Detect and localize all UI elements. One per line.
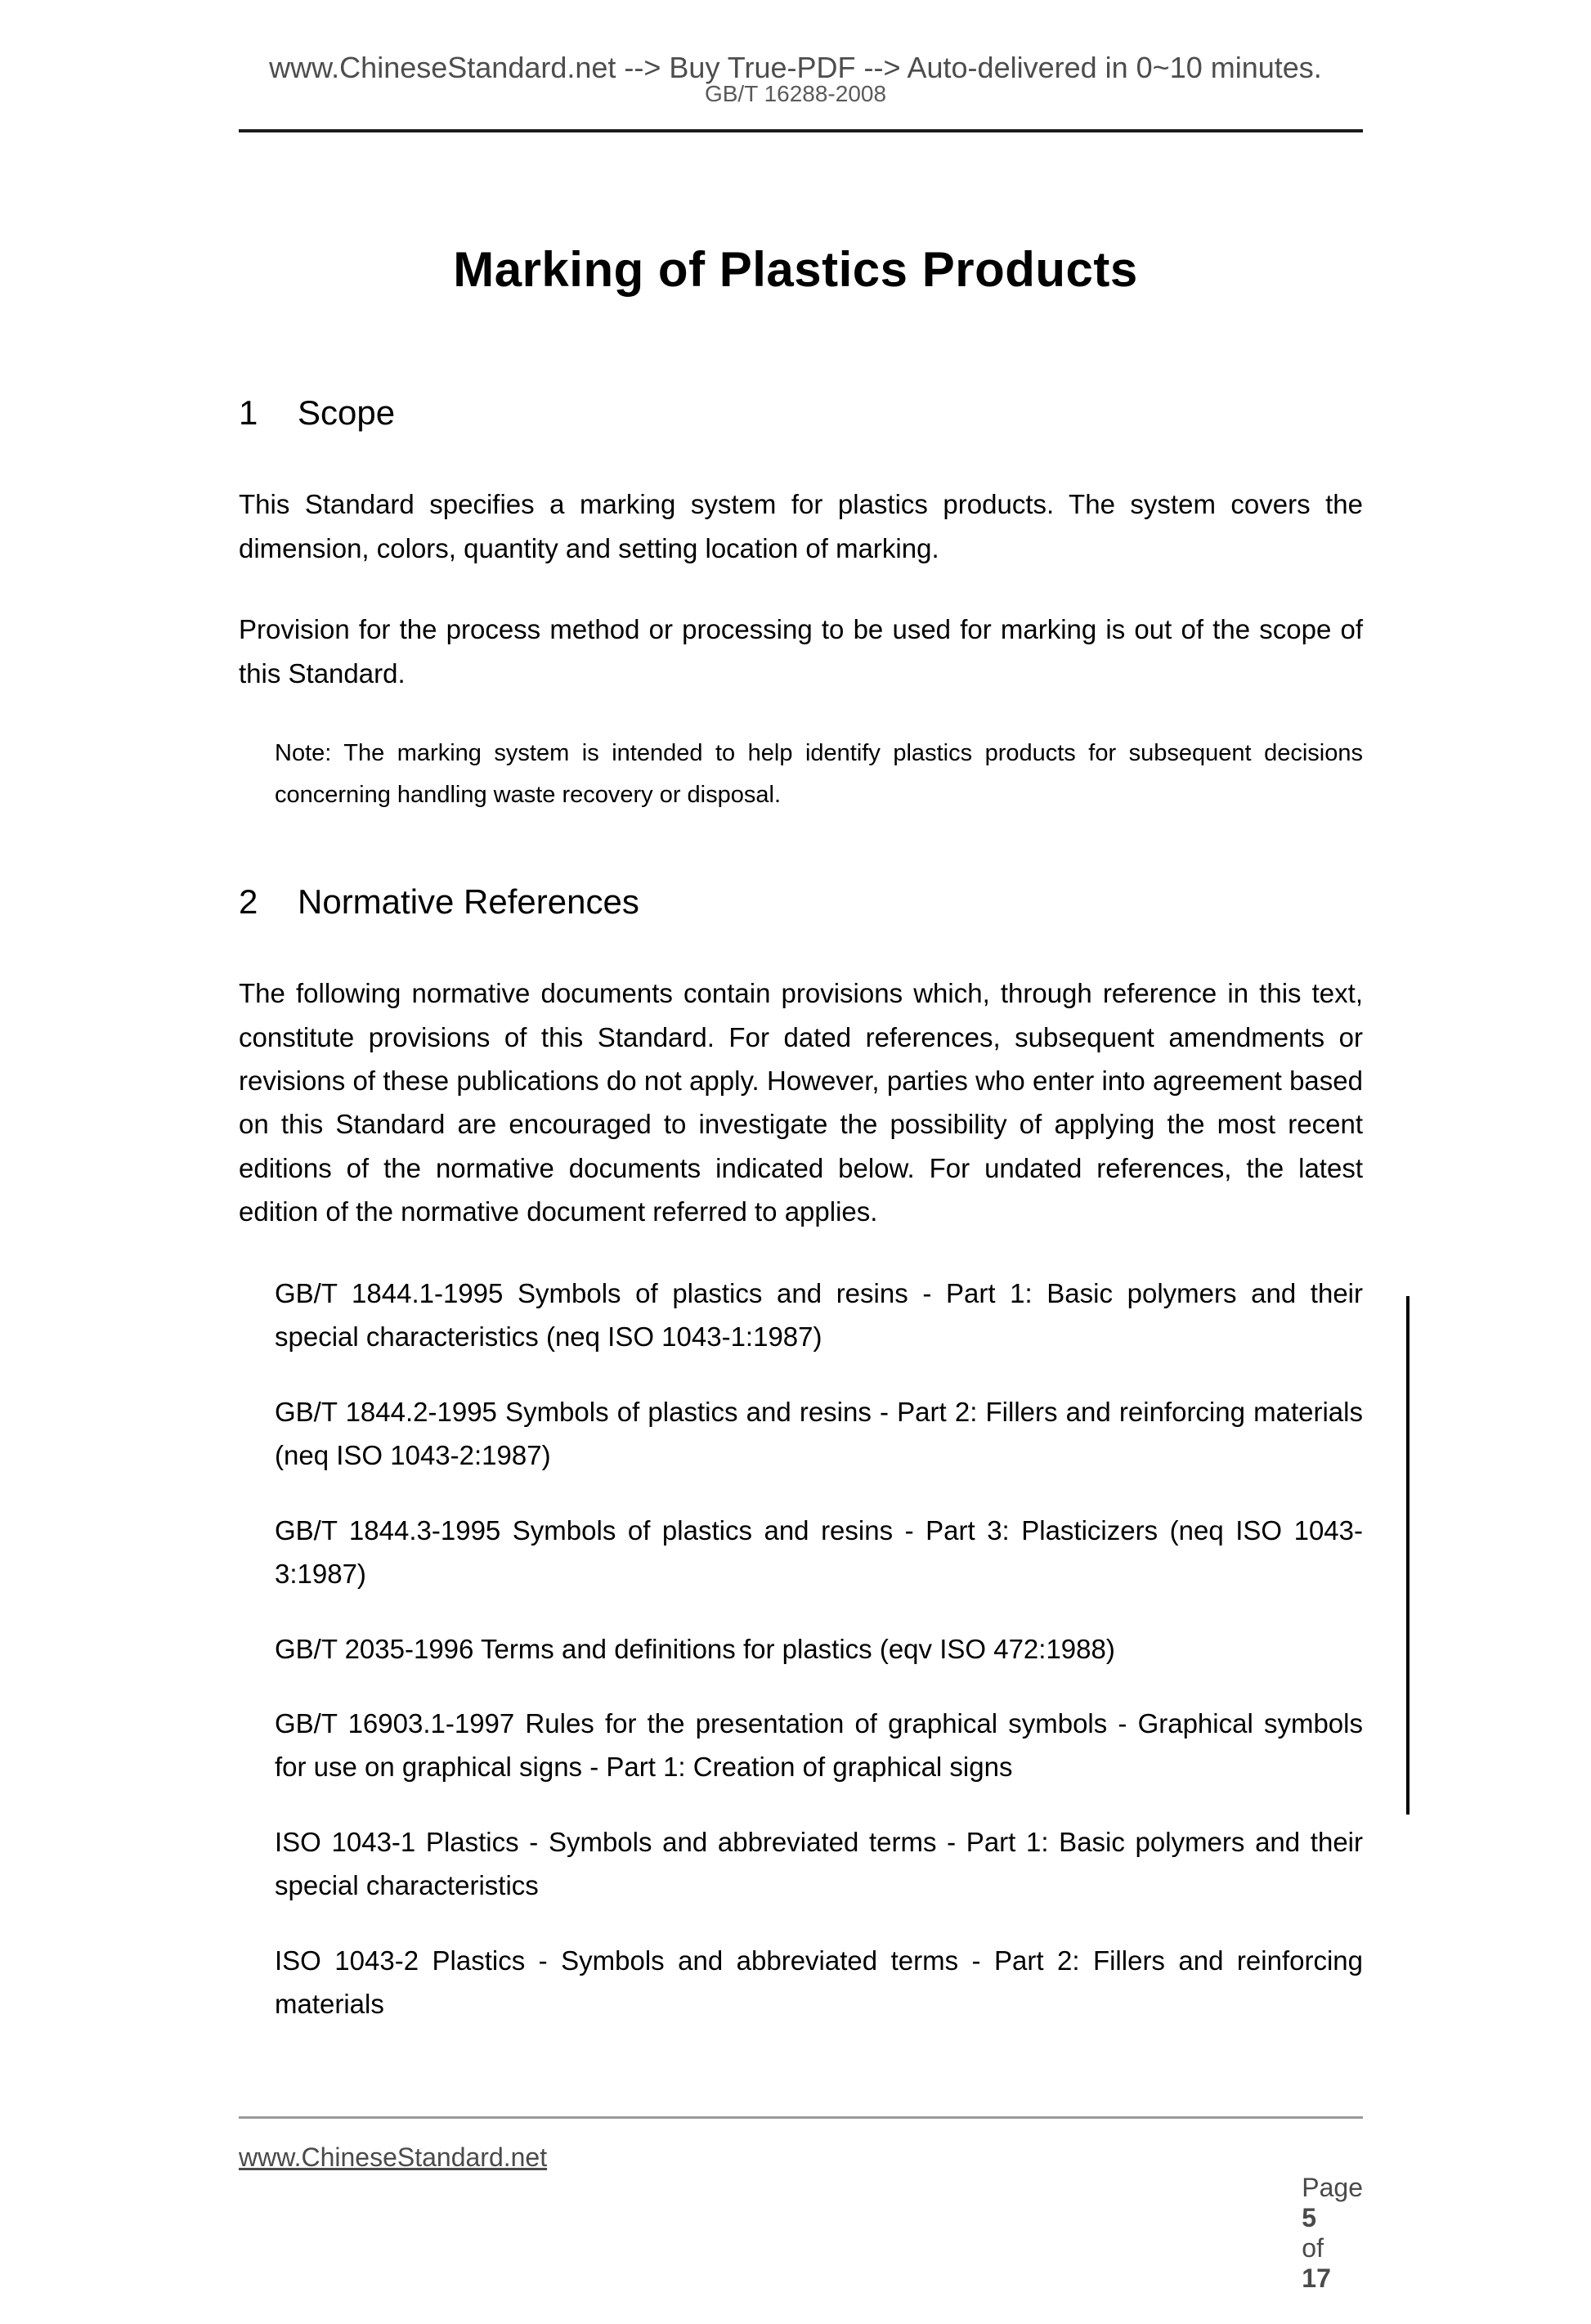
page-number: 5 — [1302, 2203, 1317, 2232]
total-pages: 17 — [1302, 2263, 1331, 2293]
section-heading-scope — [239, 393, 1363, 433]
scope-paragraph-2: Provision for the process method or processing to be used for marking is out of the scope of this Standard. — [239, 614, 1363, 689]
document-body — [239, 393, 1363, 2026]
page-footer — [239, 2142, 1363, 2324]
page-indicator — [1258, 2142, 1363, 2324]
spacer — [239, 433, 1363, 482]
header-divider — [239, 129, 1363, 132]
spacer — [239, 570, 1363, 608]
spacer — [239, 816, 1363, 882]
list-item: GB/T 1844.3-1995 Symbols of plastics and resins - Part 3: Plasticizers (neq ISO 1043-3:1987) — [275, 1514, 1363, 1590]
page-title: Marking of Plastics Products — [453, 242, 1138, 298]
page-header — [0, 51, 1591, 108]
scope-note-text: Note: The marking system is intended to help identify plastics products for subsequent decisions concerning handling waste recovery or disposal. — [275, 740, 1363, 808]
footer-site-link[interactable]: www.ChineseStandard.net — [239, 2142, 548, 2172]
section-number-2: 2 — [239, 882, 258, 921]
list-item: ISO 1043-1 Plastics - Symbols and abbreviated terms - Part 1: Basic polymers and their special characteristics — [275, 1826, 1363, 1901]
normative-references-paragraph-1: The following normative documents contain provisions which, through reference in this text, constitute provisions of this Standard. For dated references, subsequent amendments or revisions of these publications do not apply. However, parties who enter into agreement based on this Standard are encouraged to investigate the possibility of applying the most recent editions of the normative documents indicated below. For undated references, the latest edition of the normative document referred to applies. — [239, 978, 1363, 1227]
scope-paragraph-1: This Standard specifies a marking system for plastics products. The system covers the dimension, colors, quantity and setting location of marking. — [239, 489, 1363, 563]
footer-divider — [239, 2116, 1363, 2119]
spacer — [239, 922, 1363, 971]
list-item: GB/T 1844.2-1995 Symbols of plastics and resins - Part 2: Fillers and reinforcing materials (neq ISO 1043-2:1987) — [275, 1396, 1363, 1471]
section-title-normative-references: Normative References — [298, 882, 639, 921]
page-label: Page — [1302, 2173, 1363, 2202]
normative-reference-list — [275, 1272, 1363, 2026]
list-item: GB/T 16903.1-1997 Rules for the presentation of graphical symbols - Graphical symbols for use on graphical signs - Part 1: Creation of graphical signs — [275, 1707, 1363, 1783]
of-label: of — [1302, 2233, 1324, 2263]
section-number-1: 1 — [239, 393, 258, 432]
list-item: ISO 1043-2 Plastics - Symbols and abbreviated terms - Part 2: Fillers and reinforcing materials — [275, 1945, 1363, 2020]
section-title-scope: Scope — [298, 393, 396, 432]
standard-number: GB/T 16288-2008 — [704, 81, 887, 107]
spacer — [239, 1234, 1363, 1272]
promo-banner-text: www.ChineseStandard.net --> Buy True-PDF --> Auto-delivered in 0~10 minutes. — [269, 51, 1322, 84]
list-item: GB/T 2035-1996 Terms and definitions for plastics (eqv ISO 472:1988) — [275, 1633, 1115, 1664]
section-heading-normative-references — [239, 882, 1363, 922]
spacer — [239, 695, 1363, 733]
change-bar-marker — [1406, 1296, 1409, 1815]
scope-note — [275, 733, 1363, 816]
list-item: GB/T 1844.1-1995 Symbols of plastics and resins - Part 1: Basic polymers and their special characteristics (neq ISO 1043-1:1987) — [275, 1277, 1363, 1353]
